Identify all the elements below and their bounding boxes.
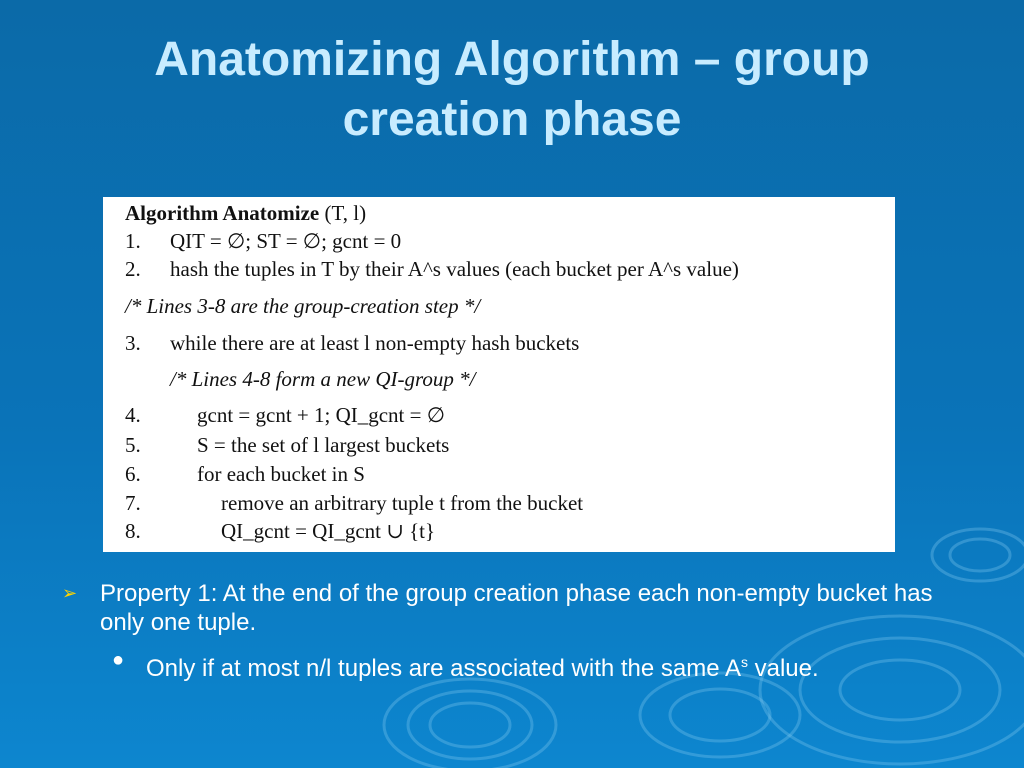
algorithm-params: (T, l): [324, 201, 367, 225]
title-line-2: creation phase: [342, 93, 682, 146]
algorithm-name: Algorithm Anatomize: [125, 201, 320, 225]
property-text: Property 1: At the end of the group creation phase each non-empty bucket has only one tuple.: [100, 580, 933, 636]
slide-title: [40, 30, 984, 150]
algo-comment-2: /* Lines 4-8 form a new QI-group */: [170, 367, 476, 391]
sub-bullet-text: Only if at most n/l tuples are associated with the same $A^s$ value.: [146, 654, 819, 682]
algorithm-figure: Algorithm Anatomize (T, l) 1. QIT = ∅; ST = ∅; gcnt = 0 2. hash the tuples in T by their A^s values (each bucket per A^s value) /* Lines 3-8 are the group-creation step */ 3. while there are at least l non-empty hash buckets /* Lines 4-8 form a new QI-group */ 4. gcnt = gcnt + 1; QI_gcnt = ∅ 5. S = the set of l largest buckets 6. for each bucket in S 7. remove an arbitrary tuple t from the bucket 8. QI_gcnt = QI_gcnt ∪ {t}: [103, 197, 895, 552]
algorithm-header: [125, 201, 366, 226]
dot-bullet-icon: ●: [112, 649, 125, 671]
title-line-1: Anatomizing Algorithm – group: [154, 33, 870, 86]
algo-comment-1: /* Lines 3-8 are the group-creation step */: [125, 294, 481, 318]
arrow-bullet-icon: ➢: [62, 583, 78, 603]
